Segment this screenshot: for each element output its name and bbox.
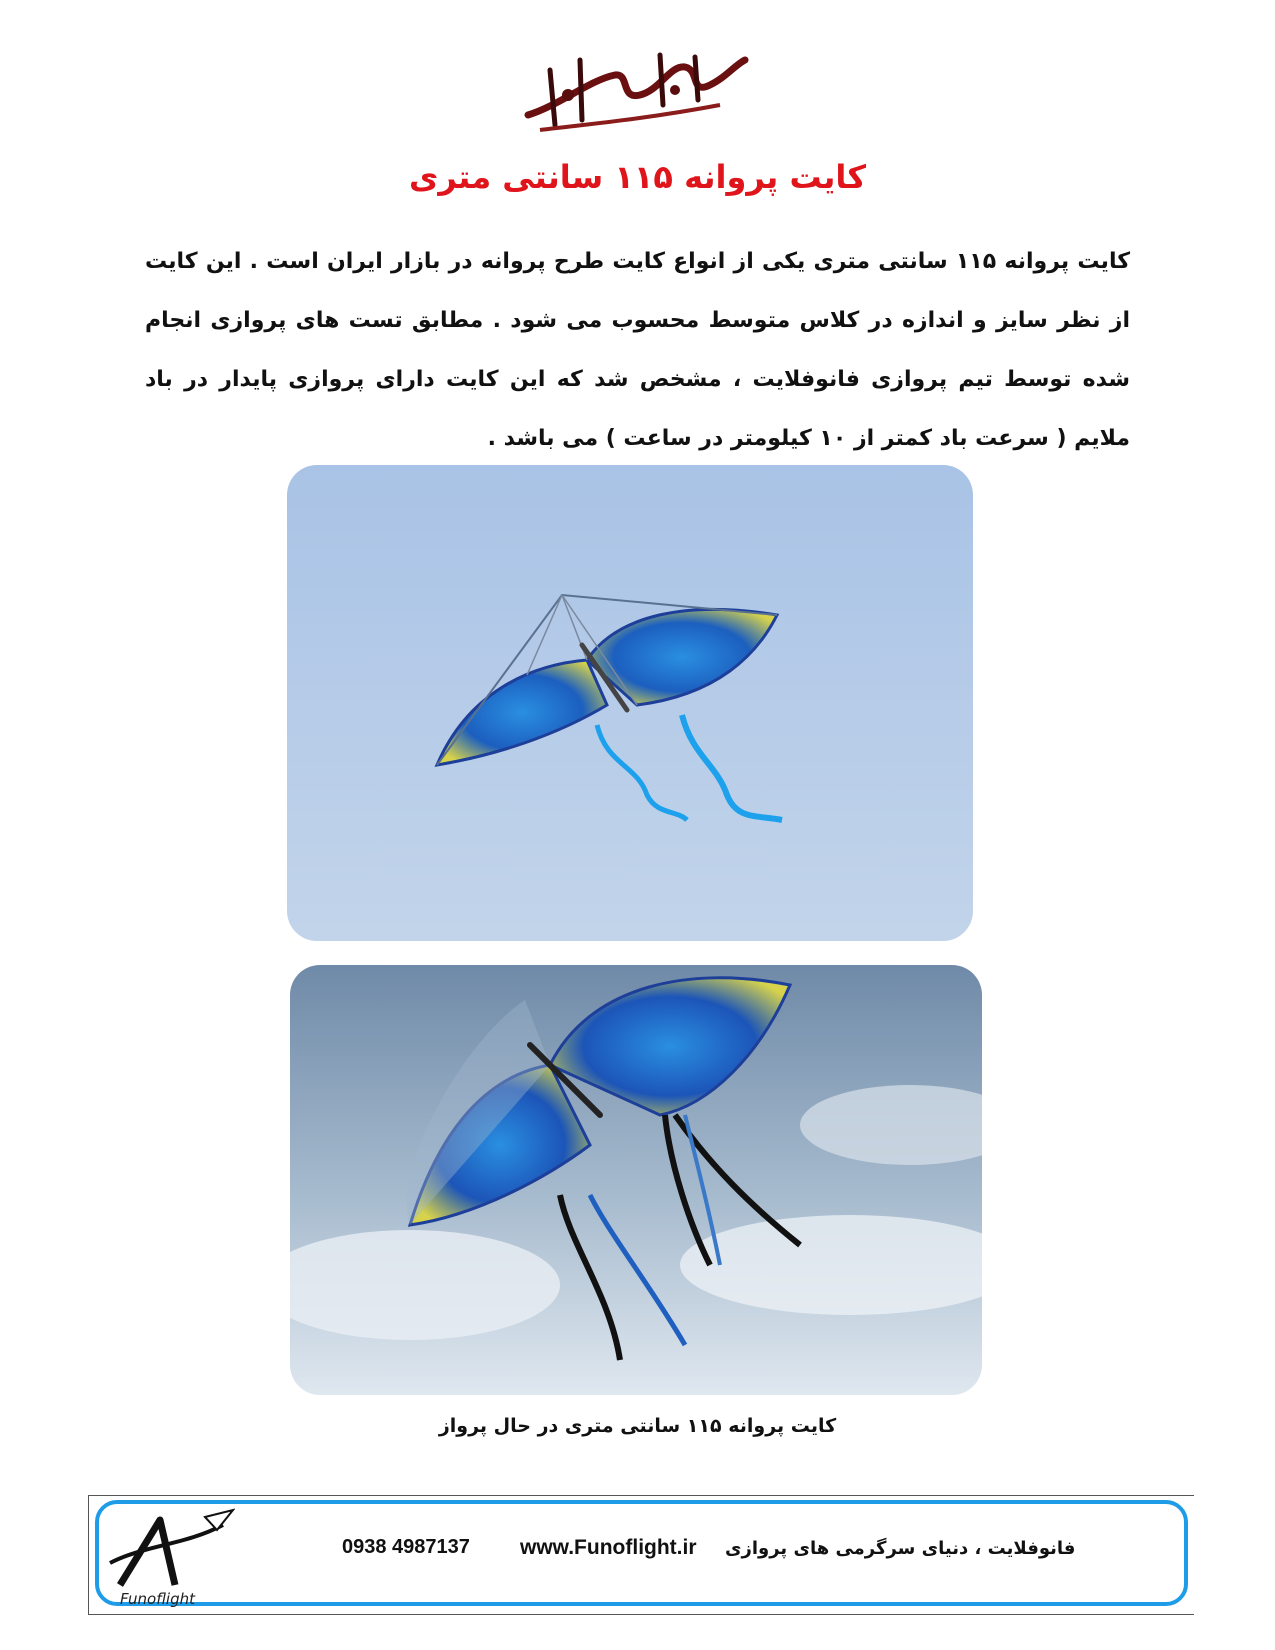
page-title: کایت پروانه ۱۱۵ سانتی متری (409, 158, 866, 196)
kite-photo-cloudy-sky (290, 965, 982, 1395)
kite-photo-clear-sky (287, 465, 973, 941)
website-link[interactable]: www.Funoflight.ir (520, 1536, 697, 1559)
description-paragraph: کایت پروانه ۱۱۵ سانتی متری یکی از انواع کایت طرح پروانه در بازار ایران است . این کایت از نظر سایز و اندازه در کلاس متوسط محسوب می شود . مطابق تست های پروازی انجام شده توسط تیم پروازی فانوفلایت ، مشخص شد که این کایت دارای پروازی پایدار در باد ملایم ( سرعت باد کمتر از ۱۰ کیلومتر در ساعت ) می باشد . (145, 249, 1130, 451)
paper-plane-icon (205, 1510, 233, 1530)
phone-number: 0938 4987137 (342, 1536, 470, 1558)
bismillah-calligraphy (520, 45, 750, 140)
footer-slogan: فانوفلایت ، دنیای سرگرمی های پروازی (725, 1538, 1076, 1559)
logo-text: Funoflight (120, 1590, 195, 1608)
photo-caption: کایت پروانه ۱۱۵ سانتی متری در حال پرواز (438, 1415, 837, 1437)
